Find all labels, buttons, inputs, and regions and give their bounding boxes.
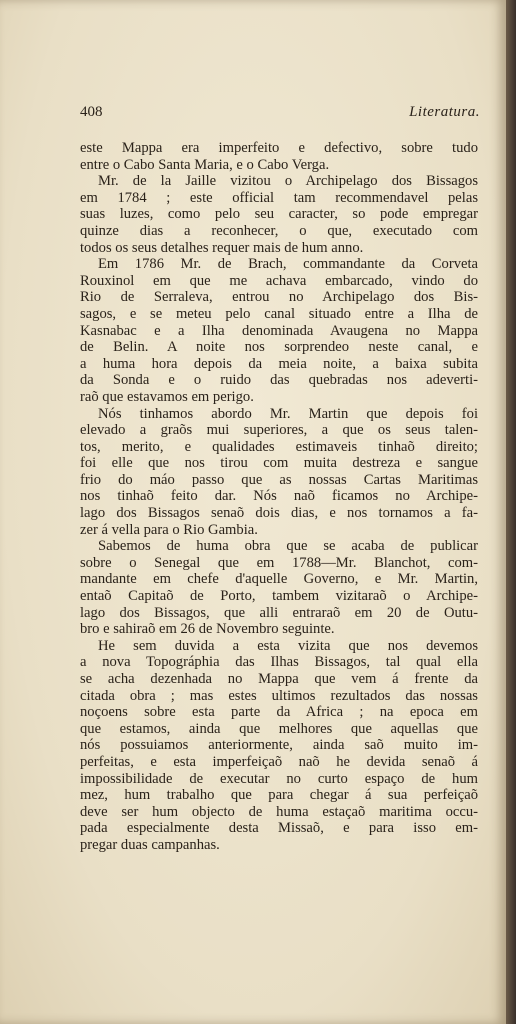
page-header <box>80 104 480 124</box>
text-line: de Belin. A noite nos sorprendeo neste canal, e <box>80 339 478 356</box>
running-title: Literatura. <box>409 104 480 120</box>
text-line: entaõ Capitaõ de Porto, tambem vizitaraõ o Archipe- <box>80 588 478 605</box>
text-line: sagos, e se meteu pelo canal situado entre a Ilha de <box>80 305 478 322</box>
text-line: nós possuiamos anteriormente, ainda saõ muito im- <box>80 737 478 754</box>
text-line: zer á vella para o Rio Gambia. <box>80 521 258 538</box>
text-line: Nós tinhamos abordo Mr. Martin que depois foi <box>98 405 478 422</box>
text-line: elevado a graõs mui superiores, a que os seus talen- <box>80 422 478 439</box>
text-line: pada especialmente desta Missaõ, e para isso em- <box>80 820 478 837</box>
text-line: Kasnabac e a Ilha denominada Avaugena no Mappa <box>80 322 478 339</box>
text-line: da Sonda e o ruido das quebradas nos adeverti- <box>80 372 478 389</box>
text-line: He sem duvida a esta vizita que nos devemos <box>98 637 478 654</box>
text-line: este Mappa era imperfeito e defectivo, sobre tudo <box>80 140 478 156</box>
text-line: se acha dezenhada no Mappa que vem á frente da <box>80 671 478 687</box>
text-line: Em 1786 Mr. de Brach, commandante da Corveta <box>98 256 478 273</box>
text-line: a nova Topográphia das Ilhas Bissagos, tal qual ella <box>80 654 478 671</box>
text-line: Mr. de la Jaille vizitou o Archipelago dos Bissagos <box>98 173 478 190</box>
text-line: sobre o Senegal que em 1788—Mr. Blanchot, com- <box>80 554 478 571</box>
text-line: foi elle que nos tirou com muita destreza e sangue <box>80 455 478 472</box>
text-line: entre o Cabo Santa Maria, e o Cabo Verga. <box>80 156 330 173</box>
text-line: suas luzes, como pelo seu caracter, so pode empregar <box>80 206 478 223</box>
text-line: pregar duas campanhas. <box>80 836 220 853</box>
text-line: lago dos Bissagos senaõ dois dias, e nos tornamos a fa- <box>80 505 478 522</box>
text-line: mez, hum trabalho que para chegar á sua perfeiçaõ <box>80 787 478 804</box>
page-number: 408 <box>80 104 103 120</box>
text-line: lago dos Bissagos, que alli entraraõ em 20 de Outu- <box>80 604 478 621</box>
text-line: nos tinhaõ feito dar. Nós naõ ficamos no Archipe- <box>80 488 478 505</box>
text-line: tos, merito, e qualidades estimaveis tinhaõ direito; <box>80 438 478 455</box>
text-line: quinze dias a reconhecer, o que, executado com <box>80 222 478 239</box>
text-line: perfeitas, e esta imperfeiçaõ naõ he devida senaõ á <box>80 753 478 770</box>
text-line: Rouxinol em que me achava embarcado, vindo do <box>80 272 478 289</box>
text-line: deve ser hum objecto de huma estaçaõ maritima occu- <box>80 803 478 820</box>
body-text <box>80 140 478 854</box>
text-line: em 1784 ; este official tam recommendavel pelas <box>80 189 478 206</box>
text-line: que estamos, ainda que melhores que aquellas que <box>80 720 478 737</box>
text-line: frio do máo passo que as nossas Cartas Maritimas <box>80 471 478 488</box>
text-line: impossibilidade de executar no curto espaço de hum <box>80 770 478 787</box>
text-line: noçoens sobre esta parte da Africa ; na epoca em <box>80 704 478 721</box>
text-line: mandante em chefe d'aquelle Governo, e Mr. Martin, <box>80 571 478 588</box>
text-line: a huma hora depois da meia noite, a baixa subita <box>80 355 478 372</box>
book-spine-edge <box>506 0 516 1024</box>
text-line: citada obra ; mas estes ultimos rezultados das nossas <box>80 687 478 704</box>
text-line: raõ que estavamos em perigo. <box>80 388 254 405</box>
text-line: Sabemos de huma obra que se acaba de publicar <box>98 538 478 555</box>
text-line: Rio de Serraleva, entrou no Archipelago dos Bis- <box>80 289 478 306</box>
text-line: bro e sahiraõ em 26 de Novembro seguinte. <box>80 621 335 638</box>
text-line: todos os seus detalhes requer mais de hum anno. <box>80 239 364 256</box>
